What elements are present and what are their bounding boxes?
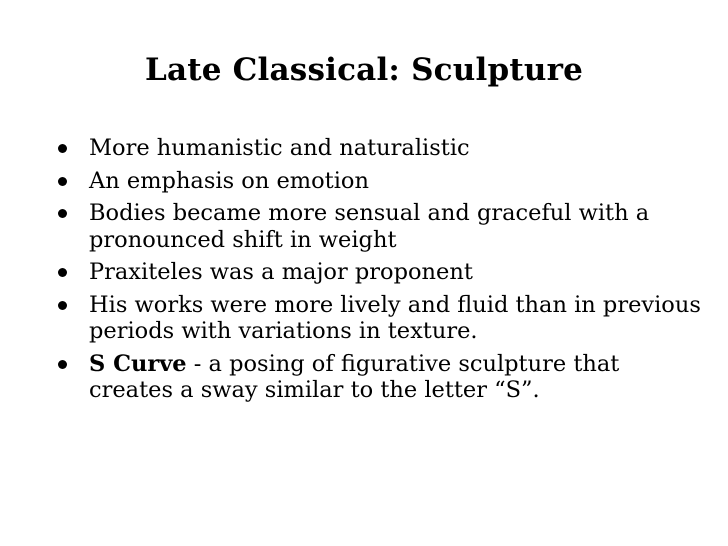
slide-title: Late Classical: Sculpture: [144, 52, 584, 88]
bullet-dot-icon: [58, 360, 67, 369]
bullet-item: [58, 259, 708, 286]
bullet-item: [58, 200, 708, 253]
bullet-item: [58, 135, 708, 162]
bullet-dot-icon: [58, 209, 67, 218]
bullet-dot-icon: [58, 268, 67, 277]
bullet-list: [58, 135, 708, 410]
bullet-item: [58, 351, 708, 404]
bullet-text: His works were more lively and fluid than in previous periods with variations in texture.: [89, 291, 701, 344]
bullet-text: Praxiteles was a major proponent: [89, 259, 473, 285]
bullet-text: - a posing of figurative sculpture that creates a sway similar to the letter “S”.: [89, 350, 620, 403]
bullet-text: More humanistic and naturalistic: [89, 135, 470, 161]
bullet-term: S Curve: [89, 350, 187, 377]
bullet-text: An emphasis on emotion: [89, 167, 369, 194]
bullet-dot-icon: [58, 144, 67, 153]
bullet-dot-icon: [58, 177, 67, 186]
bullet-text: Bodies became more sensual and graceful with a pronounced shift in weight: [89, 200, 650, 253]
bullet-item: [58, 168, 708, 195]
bullet-item: [58, 292, 708, 345]
bullet-dot-icon: [58, 301, 67, 310]
